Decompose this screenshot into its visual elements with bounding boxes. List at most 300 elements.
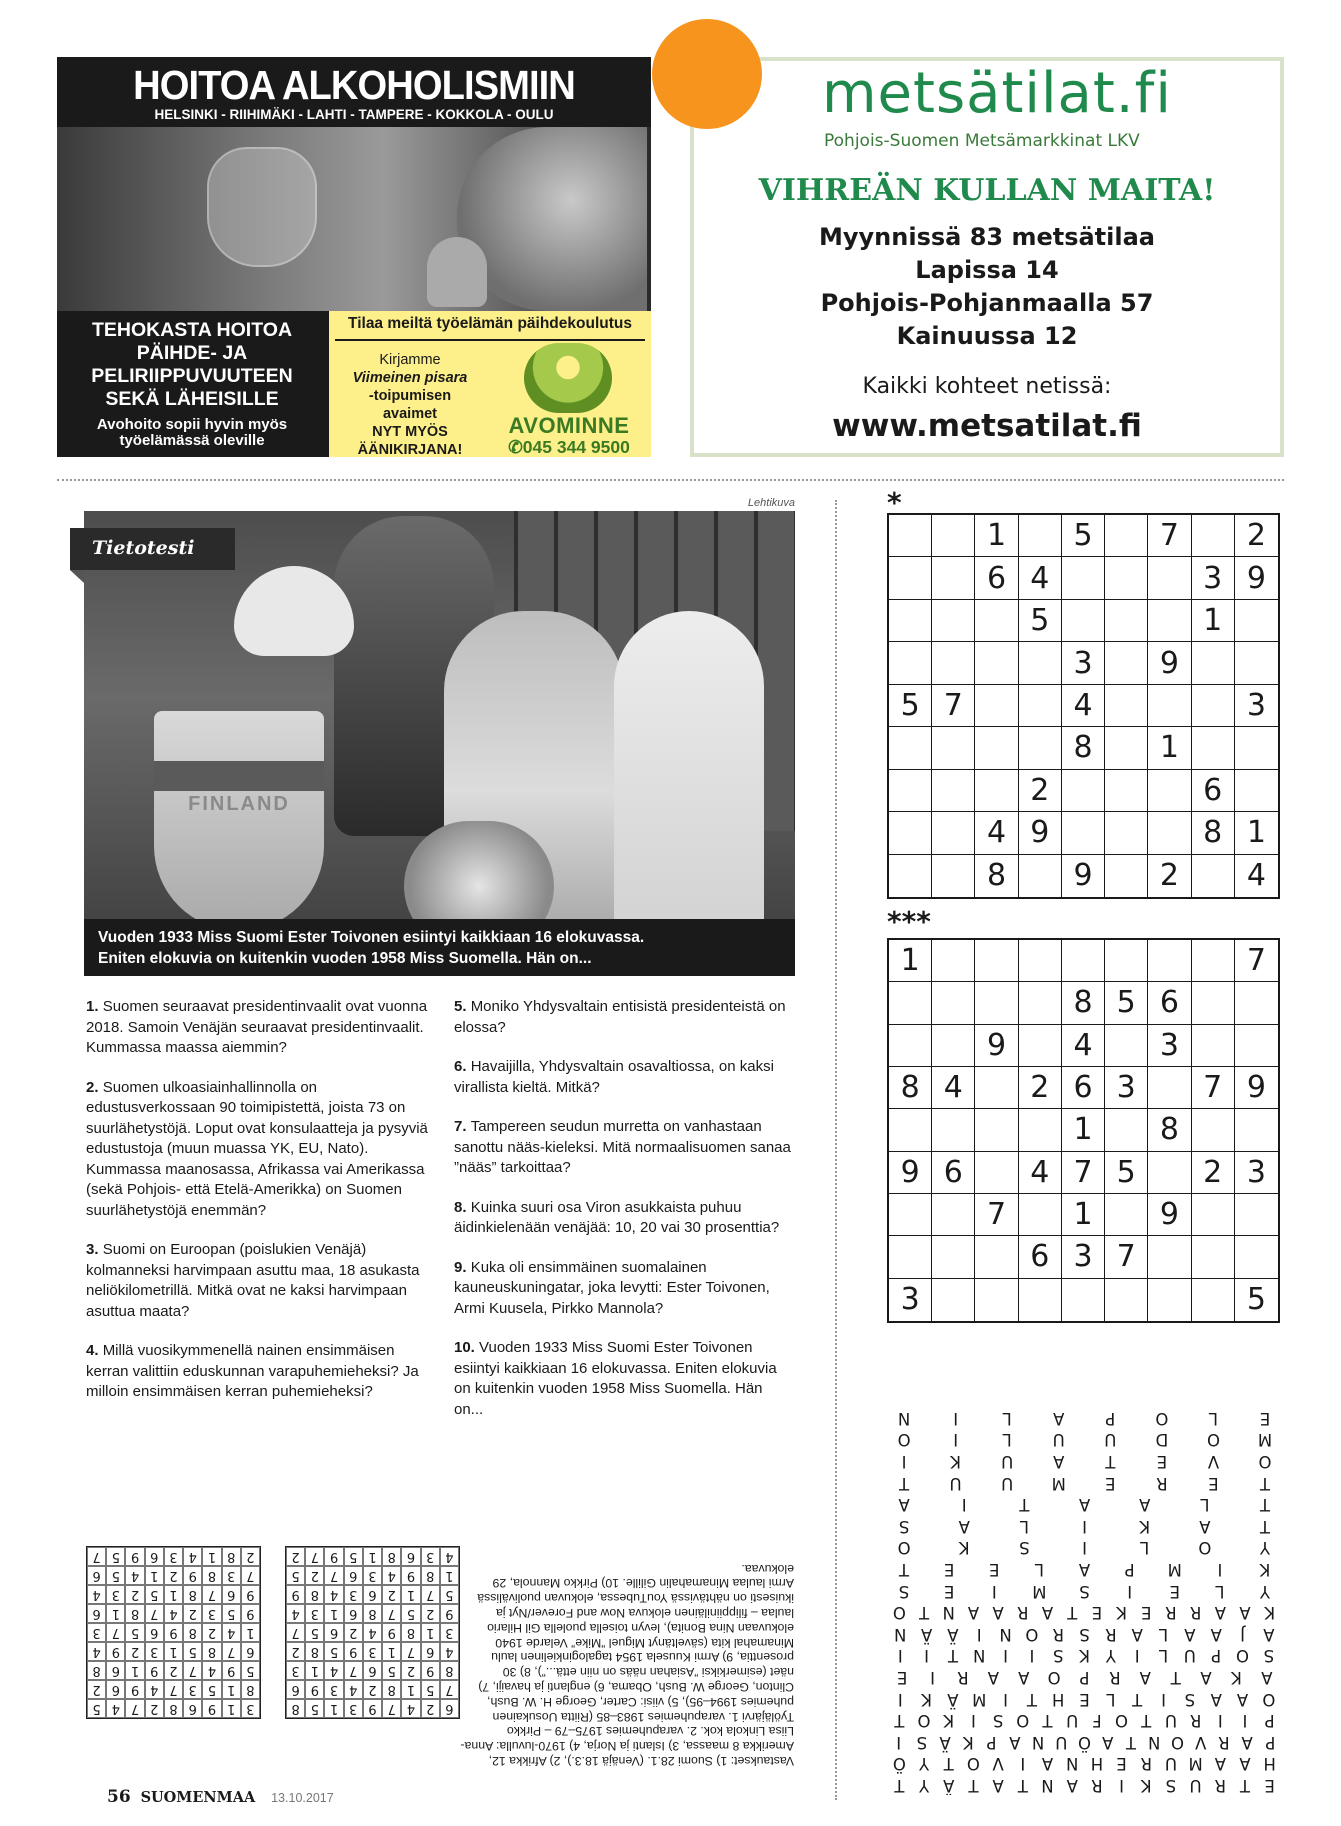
- word-search-letter[interactable]: U: [1164, 1754, 1177, 1774]
- sudoku-cell[interactable]: [975, 642, 1018, 684]
- word-search-letter[interactable]: I: [1134, 1646, 1140, 1666]
- word-search-letter[interactable]: R: [1165, 1603, 1177, 1623]
- word-search-letter[interactable]: I: [991, 1581, 997, 1601]
- word-search-letter[interactable]: O: [1198, 1538, 1212, 1558]
- word-search-letter[interactable]: I: [953, 1408, 959, 1428]
- word-search-letter[interactable]: S: [1079, 1624, 1090, 1644]
- word-search-letter[interactable]: Y: [1259, 1581, 1271, 1601]
- word-search-letter[interactable]: U: [1066, 1711, 1079, 1731]
- sudoku-cell[interactable]: [1105, 727, 1148, 769]
- word-search-letter[interactable]: L: [1034, 1560, 1044, 1580]
- sudoku-cell[interactable]: [889, 727, 932, 769]
- sudoku-cell[interactable]: [1148, 1152, 1191, 1194]
- sudoku-cell[interactable]: [1105, 1109, 1148, 1151]
- word-search-letter[interactable]: A: [1131, 1624, 1143, 1644]
- sudoku-cell[interactable]: [975, 600, 1018, 642]
- sudoku-cell[interactable]: [1192, 685, 1235, 727]
- word-search-letter[interactable]: Ä: [947, 1689, 959, 1709]
- sudoku-cell[interactable]: [1192, 855, 1235, 897]
- word-search-letter[interactable]: I: [1020, 1754, 1026, 1774]
- sudoku-cell[interactable]: [975, 1067, 1018, 1109]
- word-search-letter[interactable]: I: [897, 1646, 903, 1666]
- word-search-letter[interactable]: A: [1102, 1732, 1114, 1752]
- sudoku-cell[interactable]: [1019, 1109, 1062, 1151]
- word-search-letter[interactable]: A: [987, 1668, 999, 1688]
- word-search-letter[interactable]: E: [1156, 1452, 1168, 1472]
- word-search-letter[interactable]: I: [1242, 1711, 1248, 1731]
- word-search-letter[interactable]: U: [1183, 1646, 1196, 1666]
- sudoku-cell[interactable]: [1062, 600, 1105, 642]
- word-search-letter[interactable]: A: [958, 1516, 970, 1536]
- word-search-letter[interactable]: P: [1079, 1668, 1090, 1688]
- word-search-letter[interactable]: V: [1207, 1452, 1220, 1472]
- word-search-letter[interactable]: N: [973, 1646, 986, 1666]
- sudoku-cell[interactable]: [1192, 940, 1235, 982]
- word-search-letter[interactable]: A: [1053, 1452, 1065, 1472]
- word-search-letter[interactable]: T: [1170, 1668, 1181, 1688]
- word-search-letter[interactable]: K: [962, 1732, 974, 1752]
- sudoku-cell[interactable]: [1192, 515, 1235, 557]
- word-search-letter[interactable]: A: [1078, 1495, 1091, 1515]
- word-search-letter[interactable]: N: [894, 1624, 907, 1644]
- sudoku-cell[interactable]: [975, 940, 1018, 982]
- word-search-letter[interactable]: U: [1001, 1452, 1014, 1472]
- sudoku-cell[interactable]: [1148, 557, 1191, 599]
- word-search-letter[interactable]: A: [992, 1603, 1004, 1623]
- word-search-letter[interactable]: E: [1208, 1473, 1219, 1493]
- sudoku-cell[interactable]: [1105, 515, 1148, 557]
- word-search-letter[interactable]: O: [1170, 1732, 1184, 1752]
- sudoku-cell[interactable]: [975, 1236, 1018, 1278]
- word-search-letter[interactable]: S: [1079, 1581, 1090, 1601]
- sudoku-cell[interactable]: [932, 982, 975, 1024]
- sudoku-cell[interactable]: [932, 515, 975, 557]
- word-search-letter[interactable]: E: [1116, 1754, 1127, 1774]
- word-search-letter[interactable]: A: [1041, 1754, 1054, 1774]
- word-search-letter[interactable]: I: [1003, 1646, 1008, 1666]
- word-search-letter[interactable]: R: [1017, 1603, 1029, 1623]
- word-search-letter[interactable]: A: [1053, 1408, 1065, 1428]
- word-search-letter[interactable]: T: [1017, 1776, 1028, 1795]
- word-search-letter[interactable]: N: [942, 1603, 955, 1623]
- word-search-letter[interactable]: R: [1140, 1754, 1152, 1774]
- sudoku-cell[interactable]: [1192, 1109, 1235, 1151]
- sudoku-cell[interactable]: [932, 855, 975, 897]
- word-search-letter[interactable]: N: [999, 1624, 1012, 1644]
- word-search-letter[interactable]: R: [1156, 1473, 1168, 1493]
- sudoku-cell[interactable]: [1148, 1279, 1191, 1321]
- sudoku-cell[interactable]: [1019, 727, 1062, 769]
- word-search-letter[interactable]: T: [1132, 1689, 1143, 1709]
- sudoku-cell[interactable]: [889, 1194, 932, 1236]
- word-search-letter[interactable]: A: [1241, 1732, 1253, 1752]
- word-search-letter[interactable]: P: [1265, 1732, 1276, 1752]
- sudoku-cell[interactable]: [1105, 1279, 1148, 1321]
- word-search-letter[interactable]: T: [968, 1776, 979, 1795]
- sudoku-cell[interactable]: [1148, 1236, 1191, 1278]
- word-search-letter[interactable]: E: [943, 1581, 955, 1601]
- sudoku-cell[interactable]: [1019, 642, 1062, 684]
- word-search-letter[interactable]: T: [943, 1754, 954, 1774]
- word-search-letter[interactable]: A: [1200, 1668, 1212, 1688]
- word-search-letter[interactable]: A: [1263, 1624, 1275, 1644]
- word-search-letter[interactable]: S: [1165, 1776, 1177, 1795]
- sudoku-cell[interactable]: [889, 557, 932, 599]
- word-search-letter[interactable]: A: [1261, 1668, 1273, 1688]
- sudoku-cell[interactable]: [1062, 770, 1105, 812]
- word-search-letter[interactable]: T: [1239, 1776, 1251, 1795]
- word-search-letter[interactable]: O: [1262, 1689, 1276, 1709]
- sudoku-cell[interactable]: [889, 515, 932, 557]
- sudoku-cell[interactable]: [1192, 1236, 1235, 1278]
- sudoku-cell[interactable]: [1019, 1025, 1062, 1067]
- sudoku-cell[interactable]: [1235, 1194, 1278, 1236]
- word-search-letter[interactable]: P: [1124, 1560, 1135, 1580]
- sudoku-cell[interactable]: [932, 1109, 975, 1151]
- word-search-letter[interactable]: S: [898, 1516, 910, 1536]
- word-search-letter[interactable]: L: [1208, 1408, 1219, 1428]
- word-search-letter[interactable]: E: [1264, 1776, 1275, 1795]
- sudoku-cell[interactable]: [1062, 557, 1105, 599]
- word-search-letter[interactable]: O: [1115, 1711, 1129, 1731]
- word-search-letter[interactable]: J: [1240, 1624, 1245, 1644]
- sudoku-cell[interactable]: [1019, 982, 1062, 1024]
- word-search-letter[interactable]: O: [1025, 1624, 1039, 1644]
- word-search-letter[interactable]: E: [1091, 1603, 1103, 1623]
- word-search-letter[interactable]: K: [921, 1689, 932, 1709]
- word-search-letter[interactable]: L: [1140, 1538, 1150, 1558]
- sudoku-cell[interactable]: [1192, 1025, 1235, 1067]
- word-search-letter[interactable]: O: [892, 1603, 906, 1623]
- word-search-letter[interactable]: H: [1052, 1689, 1065, 1709]
- word-search-letter[interactable]: Ä: [939, 1732, 951, 1752]
- avominne-ad[interactable]: [57, 57, 651, 483]
- word-search-letter[interactable]: K: [950, 1452, 962, 1472]
- word-search-letter[interactable]: A: [1009, 1732, 1021, 1752]
- sudoku-cell[interactable]: [1192, 982, 1235, 1024]
- word-search-letter[interactable]: R: [1189, 1603, 1202, 1623]
- sudoku-cell[interactable]: [1105, 685, 1148, 727]
- word-search-letter[interactable]: T: [918, 1603, 930, 1623]
- word-search-letter[interactable]: E: [896, 1668, 908, 1688]
- sudoku-cell[interactable]: [975, 982, 1018, 1024]
- sudoku-cell[interactable]: [1019, 1279, 1062, 1321]
- word-search-letter[interactable]: O: [1155, 1408, 1169, 1428]
- sudoku-cell[interactable]: [932, 557, 975, 599]
- sudoku-cell[interactable]: [889, 812, 932, 854]
- word-search-letter[interactable]: I: [896, 1732, 902, 1752]
- word-search-letter[interactable]: T: [1042, 1711, 1053, 1731]
- word-search-letter[interactable]: N: [897, 1408, 911, 1428]
- word-search-letter[interactable]: M: [1257, 1430, 1273, 1450]
- word-search-letter[interactable]: U: [949, 1473, 962, 1493]
- word-search-letter[interactable]: L: [1158, 1624, 1169, 1644]
- word-search-letter[interactable]: O: [1236, 1646, 1250, 1666]
- word-search-letter[interactable]: U: [1052, 1430, 1065, 1450]
- sudoku-2[interactable]: [887, 938, 1280, 1323]
- sudoku-cell[interactable]: [889, 982, 932, 1024]
- word-search-letter[interactable]: O: [966, 1754, 980, 1774]
- word-search-letter[interactable]: V: [1195, 1732, 1207, 1752]
- word-search-letter[interactable]: O: [1016, 1711, 1030, 1731]
- word-search-letter[interactable]: A: [1066, 1776, 1078, 1795]
- sudoku-cell[interactable]: [975, 1109, 1018, 1151]
- word-search-letter[interactable]: L: [1158, 1646, 1169, 1666]
- word-search-letter[interactable]: M: [972, 1689, 987, 1709]
- word-search-letter[interactable]: T: [894, 1711, 905, 1731]
- sudoku-cell[interactable]: [1148, 1067, 1191, 1109]
- word-search-letter[interactable]: T: [947, 1646, 958, 1666]
- sudoku-cell[interactable]: [1235, 600, 1278, 642]
- word-search-letter[interactable]: N: [1041, 1776, 1054, 1795]
- word-search-letter[interactable]: A: [1078, 1560, 1091, 1580]
- word-search-letter[interactable]: M: [1188, 1754, 1203, 1774]
- sudoku-cell[interactable]: [889, 600, 932, 642]
- word-search-letter[interactable]: T: [1141, 1711, 1152, 1731]
- sudoku-cell[interactable]: [1192, 727, 1235, 769]
- word-search-letter[interactable]: U: [1055, 1732, 1068, 1752]
- word-search-letter[interactable]: K: [1079, 1646, 1090, 1666]
- word-search-letter[interactable]: R: [1105, 1624, 1117, 1644]
- word-search-letter[interactable]: E: [943, 1560, 955, 1580]
- word-search-letter[interactable]: L: [1106, 1689, 1116, 1709]
- word-search-letter[interactable]: O: [1206, 1430, 1220, 1450]
- sudoku-cell[interactable]: [1062, 812, 1105, 854]
- sudoku-cell[interactable]: [975, 727, 1018, 769]
- sudoku-cell[interactable]: [1235, 642, 1278, 684]
- sudoku-cell[interactable]: [1148, 940, 1191, 982]
- sudoku-cell[interactable]: [932, 727, 975, 769]
- sudoku-cell[interactable]: [1105, 812, 1148, 854]
- word-search-letter[interactable]: S: [916, 1732, 928, 1752]
- word-search-letter[interactable]: N: [1148, 1732, 1161, 1752]
- word-search-letter[interactable]: E: [1105, 1473, 1116, 1493]
- sudoku-cell[interactable]: [932, 1236, 975, 1278]
- word-search-letter[interactable]: I: [1029, 1646, 1035, 1666]
- sudoku-cell[interactable]: [1148, 770, 1191, 812]
- metsatilat-ad[interactable]: [690, 57, 1284, 457]
- sudoku-cell[interactable]: [932, 1279, 975, 1321]
- word-search-letter[interactable]: A: [1239, 1754, 1251, 1774]
- word-search-letter[interactable]: A: [1184, 1624, 1196, 1644]
- word-search-letter[interactable]: I: [901, 1452, 907, 1472]
- word-search-letter[interactable]: K: [1231, 1668, 1242, 1688]
- word-search-letter[interactable]: I: [953, 1430, 959, 1450]
- sudoku-cell[interactable]: [975, 1279, 1018, 1321]
- word-search-letter[interactable]: T: [1259, 1516, 1271, 1536]
- sudoku-cell[interactable]: [1105, 1194, 1148, 1236]
- sudoku-cell[interactable]: [1235, 982, 1278, 1024]
- sudoku-cell[interactable]: [932, 1194, 975, 1236]
- word-search-letter[interactable]: Y: [1259, 1538, 1271, 1558]
- word-search-letter[interactable]: O: [897, 1538, 911, 1558]
- sudoku-cell[interactable]: [1019, 940, 1062, 982]
- word-search-letter[interactable]: V: [992, 1754, 1004, 1774]
- word-search-letter[interactable]: I: [1003, 1689, 1008, 1709]
- word-search-letter[interactable]: K: [1139, 1516, 1151, 1536]
- sudoku-cell[interactable]: [889, 1025, 932, 1067]
- word-search-letter[interactable]: M: [1051, 1473, 1066, 1493]
- word-search-letter[interactable]: Y: [1105, 1646, 1116, 1666]
- word-search-puzzle[interactable]: [887, 1335, 1282, 1795]
- word-search-letter[interactable]: Y: [918, 1776, 930, 1795]
- word-search-letter[interactable]: A: [1239, 1603, 1251, 1623]
- word-search-letter[interactable]: A: [1041, 1603, 1054, 1623]
- word-search-letter[interactable]: A: [1236, 1689, 1249, 1709]
- word-search-letter[interactable]: O: [917, 1711, 931, 1731]
- word-search-letter[interactable]: I: [1119, 1776, 1124, 1795]
- sudoku-cell[interactable]: [889, 1236, 932, 1278]
- word-search-letter[interactable]: I: [930, 1668, 935, 1688]
- sudoku-cell[interactable]: [932, 1025, 975, 1067]
- word-search-letter[interactable]: T: [1105, 1452, 1116, 1472]
- sudoku-cell[interactable]: [1148, 685, 1191, 727]
- word-search-letter[interactable]: Ö: [892, 1754, 906, 1774]
- sudoku-cell[interactable]: [1148, 812, 1191, 854]
- sudoku-cell[interactable]: [932, 642, 975, 684]
- word-search-letter[interactable]: T: [899, 1473, 910, 1493]
- sudoku-cell[interactable]: [889, 642, 932, 684]
- word-search-letter[interactable]: F: [1092, 1711, 1102, 1731]
- word-search-letter[interactable]: I: [1217, 1560, 1223, 1580]
- sudoku-cell[interactable]: [1019, 515, 1062, 557]
- sudoku-cell[interactable]: [1019, 1194, 1062, 1236]
- word-search-letter[interactable]: K: [1264, 1603, 1276, 1623]
- word-search-letter[interactable]: A: [1214, 1754, 1226, 1774]
- sudoku-cell[interactable]: [1192, 1194, 1235, 1236]
- sudoku-cell[interactable]: [1105, 642, 1148, 684]
- word-search-letter[interactable]: A: [1199, 1516, 1211, 1536]
- sudoku-cell[interactable]: [1105, 770, 1148, 812]
- sudoku-cell[interactable]: [975, 685, 1018, 727]
- word-search-letter[interactable]: H: [1263, 1754, 1276, 1774]
- word-search-letter[interactable]: U: [1164, 1711, 1177, 1731]
- word-search-letter[interactable]: A: [967, 1603, 980, 1623]
- word-search-letter[interactable]: A: [1210, 1624, 1222, 1644]
- word-search-letter[interactable]: I: [924, 1646, 930, 1666]
- word-search-letter[interactable]: I: [961, 1495, 967, 1515]
- word-search-letter[interactable]: P: [1105, 1408, 1116, 1428]
- word-search-letter[interactable]: M: [1167, 1560, 1182, 1580]
- ad-web-url[interactable]: www.metsatilat.fi: [832, 408, 1142, 444]
- ad-url[interactable]: www.avominne.fi: [116, 462, 268, 483]
- word-search-letter[interactable]: I: [897, 1689, 903, 1709]
- sudoku-cell[interactable]: [975, 1152, 1018, 1194]
- word-search-letter[interactable]: A: [1210, 1689, 1222, 1709]
- word-search-letter[interactable]: R: [1052, 1624, 1064, 1644]
- word-search-letter[interactable]: S: [1052, 1646, 1064, 1666]
- word-search-letter[interactable]: N: [1065, 1754, 1079, 1774]
- word-search-letter[interactable]: Ä: [920, 1624, 933, 1644]
- word-search-letter[interactable]: R: [1189, 1711, 1202, 1731]
- word-search-letter[interactable]: D: [1155, 1430, 1169, 1450]
- sudoku-cell[interactable]: [1062, 940, 1105, 982]
- sudoku-1[interactable]: [887, 513, 1280, 899]
- word-search-letter[interactable]: S: [1019, 1538, 1030, 1558]
- sudoku-cell[interactable]: [1105, 557, 1148, 599]
- sudoku-cell[interactable]: [889, 855, 932, 897]
- word-search-letter[interactable]: T: [894, 1776, 905, 1795]
- word-search-letter[interactable]: T: [1026, 1689, 1037, 1709]
- word-search-letter[interactable]: E: [1141, 1603, 1152, 1623]
- word-search-letter[interactable]: T: [1067, 1603, 1078, 1623]
- ad-phone[interactable]: ✆045 344 9500: [508, 437, 630, 457]
- word-search-letter[interactable]: U: [1001, 1473, 1014, 1493]
- word-search-letter[interactable]: E: [989, 1560, 1000, 1580]
- word-search-letter[interactable]: L: [1215, 1581, 1225, 1601]
- word-search-letter[interactable]: A: [898, 1495, 910, 1515]
- sudoku-cell[interactable]: [1062, 1279, 1105, 1321]
- word-search-letter[interactable]: Ä: [943, 1776, 955, 1795]
- word-search-letter[interactable]: R: [1218, 1732, 1230, 1752]
- word-search-letter[interactable]: A: [1139, 1495, 1151, 1515]
- word-search-letter[interactable]: L: [1200, 1495, 1210, 1515]
- word-search-letter[interactable]: I: [970, 1711, 976, 1731]
- word-search-letter[interactable]: K: [1259, 1560, 1271, 1580]
- sudoku-cell[interactable]: [1019, 855, 1062, 897]
- word-search-letter[interactable]: M: [1032, 1581, 1047, 1601]
- sudoku-cell[interactable]: [932, 600, 975, 642]
- sudoku-cell[interactable]: [932, 812, 975, 854]
- word-search-letter[interactable]: R: [1091, 1776, 1103, 1795]
- word-search-letter[interactable]: A: [992, 1776, 1004, 1795]
- word-search-letter[interactable]: E: [1079, 1689, 1090, 1709]
- word-search-letter[interactable]: O: [897, 1430, 911, 1450]
- word-search-letter[interactable]: S: [898, 1581, 910, 1601]
- word-search-letter[interactable]: Ä: [947, 1624, 959, 1644]
- word-search-letter[interactable]: T: [1125, 1732, 1137, 1752]
- word-search-letter[interactable]: A: [1018, 1668, 1030, 1688]
- word-search-letter[interactable]: Y: [918, 1754, 930, 1774]
- word-search-letter[interactable]: T: [1259, 1495, 1271, 1515]
- sudoku-cell[interactable]: [1148, 600, 1191, 642]
- word-search-letter[interactable]: I: [1082, 1538, 1087, 1558]
- word-search-letter[interactable]: I: [1217, 1711, 1223, 1731]
- sudoku-cell[interactable]: [1235, 727, 1278, 769]
- word-search-letter[interactable]: T: [898, 1560, 910, 1580]
- word-search-letter[interactable]: K: [1116, 1603, 1127, 1623]
- sudoku-cell[interactable]: [1235, 770, 1278, 812]
- sudoku-cell[interactable]: [889, 1109, 932, 1151]
- word-search-letter[interactable]: T: [1019, 1495, 1030, 1515]
- sudoku-cell[interactable]: [932, 770, 975, 812]
- word-search-letter[interactable]: A: [1214, 1603, 1226, 1623]
- word-search-letter[interactable]: H: [1090, 1754, 1104, 1774]
- sudoku-cell[interactable]: [975, 770, 1018, 812]
- word-search-letter[interactable]: O: [1258, 1452, 1272, 1472]
- word-search-letter[interactable]: A: [1139, 1668, 1151, 1688]
- word-search-letter[interactable]: S: [992, 1711, 1004, 1731]
- word-search-letter[interactable]: L: [1019, 1516, 1029, 1536]
- word-search-letter[interactable]: I: [976, 1624, 982, 1644]
- sudoku-cell[interactable]: [1105, 940, 1148, 982]
- sudoku-cell[interactable]: [1192, 1279, 1235, 1321]
- sudoku-cell[interactable]: [889, 770, 932, 812]
- word-search-letter[interactable]: I: [1161, 1689, 1166, 1709]
- word-search-letter[interactable]: I: [1082, 1516, 1087, 1536]
- word-search-letter[interactable]: S: [1184, 1689, 1196, 1709]
- word-search-letter[interactable]: L: [1002, 1408, 1012, 1428]
- word-search-letter[interactable]: R: [1214, 1776, 1227, 1795]
- word-search-letter[interactable]: E: [1169, 1581, 1180, 1601]
- sudoku-cell[interactable]: [1019, 685, 1062, 727]
- sudoku-cell[interactable]: [1235, 1236, 1278, 1278]
- word-search-letter[interactable]: P: [986, 1732, 997, 1752]
- word-search-letter[interactable]: L: [1002, 1430, 1012, 1450]
- sudoku-cell[interactable]: [932, 940, 975, 982]
- word-search-letter[interactable]: Ö: [1078, 1732, 1092, 1752]
- word-search-letter[interactable]: K: [943, 1711, 955, 1731]
